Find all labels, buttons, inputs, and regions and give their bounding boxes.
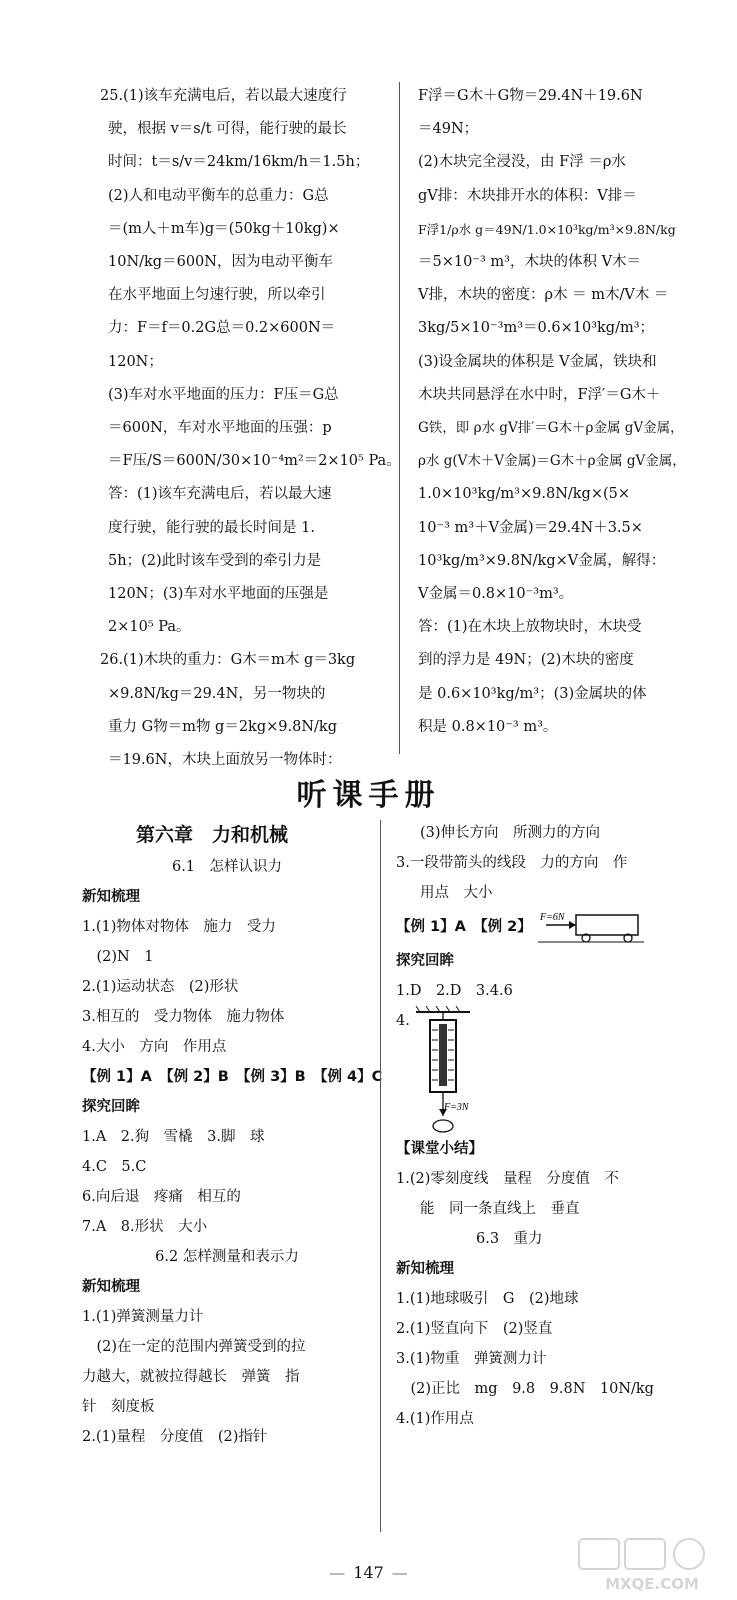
text-line: 2.(1)运动状态 (2)形状 <box>82 979 239 995</box>
top-left-column <box>100 80 401 777</box>
section-heading: 6.3 重力 <box>476 1231 543 1247</box>
text-line: (2)在一定的范围内弹簧受到的拉 <box>82 1339 306 1355</box>
text-line: 3kg/5×10⁻³m³＝0.6×10³kg/m³； <box>418 320 655 337</box>
text-line: 力越大，就被拉得越长 弹簧 指 <box>82 1369 300 1385</box>
text-line: 3.相互的 受力物体 施力物体 <box>82 1009 285 1025</box>
subheading: 【课堂小结】 <box>396 1141 483 1157</box>
text-line: 3.一段带箭头的线段 力的方向 作 <box>396 855 628 871</box>
subheading: 探究回眸 <box>82 1099 140 1115</box>
subheading: 【例 1】A 【例 2】B 【例 3】B 【例 4】C <box>82 1069 383 1085</box>
text-line: 2×10⁵ Pa。 <box>108 619 191 636</box>
text-line: 重力 G物＝m物 g＝2kg×9.8N/kg <box>108 718 337 735</box>
text-line: (2)正比 mg 9.8 9.8N 10N/kg <box>396 1381 654 1397</box>
text-line: F浮1/ρ水 g＝49N/1.0×10³kg/m³×9.8N/kg <box>418 221 676 237</box>
text-line: gV排：木块排开水的体积：V排＝ <box>418 187 637 204</box>
text-line: 120N；(3)车对水平地面的压强是 <box>108 586 329 603</box>
chapter-title: 第六章 力和机械 <box>135 824 288 846</box>
text-line: ＝19.6N，木块上面放另一物体时： <box>108 752 342 769</box>
text-line: ρ水 g(V木＋V金属)＝G木＋ρ金属 gV金属， <box>418 453 686 470</box>
text-line: ×9.8N/kg＝29.4N，另一物块的 <box>108 685 326 702</box>
column-divider <box>399 82 400 754</box>
text-line: 6.向后退 疼痛 相互的 <box>82 1189 241 1205</box>
page-number: — 147 — <box>329 1563 408 1582</box>
text-line: 1.0×10³kg/m³×9.8N/kg×(5× <box>418 486 631 503</box>
text-line: 1.(1)地球吸引 G (2)地球 <box>396 1291 579 1307</box>
text-line: (2)N 1 <box>82 949 154 965</box>
text-line: 120N； <box>108 353 163 370</box>
text-line: 答：(1)在木块上放物块时，木块受 <box>418 619 642 636</box>
text-line: G铁，即 ρ水 gV排′＝G木＋ρ金属 gV金属， <box>418 420 684 437</box>
text-line: 2.(1)竖直向下 (2)竖直 <box>396 1321 553 1337</box>
text-line: 1.A 2.狗 雪橇 3.脚 球 <box>82 1129 265 1145</box>
text-line: 度行驶，能行驶的最长时间是 1. <box>108 519 315 536</box>
page-number-value: 147 <box>353 1563 384 1582</box>
text-line: (3)伸长方向 所测力的方向 <box>420 825 601 841</box>
text-line: 针 刻度板 <box>82 1399 155 1415</box>
question-number: 4. <box>396 1013 410 1029</box>
text-line: V排，木块的密度：ρ木 ＝ m木/V木 ＝ <box>418 287 669 304</box>
text-line: 3.(1)物重 弹簧测力计 <box>396 1351 547 1367</box>
text-line: 1.(2)零刻度线 量程 分度值 不 <box>396 1171 619 1187</box>
text-line: 力：F＝f＝0.2G总＝0.2×600N＝ <box>108 320 336 337</box>
section-heading: 6.2 怎样测量和表示力 <box>155 1249 299 1265</box>
text-line: 26.(1)木块的重力：G木＝m木 g＝3kg <box>100 652 356 669</box>
text-line: 10N/kg＝600N，因为电动平衡车 <box>108 254 333 271</box>
fig1-force-label: F=6N <box>540 912 565 923</box>
text-line: 4.(1)作用点 <box>396 1411 474 1427</box>
text-line: (2)木块完全浸没，由 F浮 ＝ρ水 <box>418 154 626 171</box>
text-line: ＝5×10⁻³ m³，木块的体积 V木＝ <box>418 254 642 271</box>
text-line: 用点 大小 <box>420 885 493 901</box>
text-line: 2.(1)量程 分度值 (2)指针 <box>82 1429 268 1445</box>
text-line: (3)设金属块的体积是 V金属，铁块和 <box>418 353 657 370</box>
text-line: 积是 0.8×10⁻³ m³。 <box>418 718 558 735</box>
text-line: 能 同一条直线上 垂直 <box>420 1201 580 1217</box>
top-right-column <box>418 80 723 744</box>
text-line: V金属＝0.8×10⁻³m³。 <box>418 586 574 603</box>
bottom-left-column <box>82 818 383 1452</box>
text-line: 木块共同悬浮在水中时，F浮′＝G木＋ <box>418 386 661 403</box>
text-line: ＝49N； <box>418 121 479 138</box>
text-line: 到的浮力是 49N；(2)木块的密度 <box>418 652 634 669</box>
subheading: 新知梳理 <box>396 1261 454 1277</box>
text-line: 10³kg/m³×9.8N/kg×V金属，解得： <box>418 552 666 569</box>
cart-force-figure <box>536 909 646 945</box>
text-line: 5h；(2)此时该车受到的牵引力是 <box>108 552 322 569</box>
text-line: 4.大小 方向 作用点 <box>82 1039 227 1055</box>
text-line: (2)人和电动平衡车的总重力：G总 <box>108 187 329 204</box>
subheading: 新知梳理 <box>82 1279 140 1295</box>
text-line: 答：(1)该车充满电后，若以最大速 <box>108 486 332 503</box>
text-line: ＝600N，车对水平地面的压强：p <box>108 420 332 437</box>
watermark-logo <box>577 1537 727 1592</box>
text-line: 在水平地面上匀速行驶，所以牵引 <box>108 287 326 304</box>
subheading: 探究回眸 <box>396 953 454 969</box>
example-label: 【例 1】A 【例 2】 <box>396 919 532 935</box>
watermark-text: MXQE.COM <box>605 1575 699 1592</box>
text-line: 1.D 2.D 3.4.6 <box>396 983 513 999</box>
text-line: ＝(m人＋m车)g＝(50kg＋10kg)× <box>108 220 340 237</box>
text-line: 10⁻³ m³＋V金属)＝29.4N＋3.5× <box>418 519 643 536</box>
text-line: 是 0.6×10³kg/m³；(3)金属块的体 <box>418 685 647 702</box>
spring-scale-row <box>396 1006 716 1134</box>
bottom-right-column <box>396 818 716 1434</box>
example-line <box>396 908 716 946</box>
text-line: 1.(1)物体对物体 施力 受力 <box>82 919 276 935</box>
text-line: 驶，根据 v＝s/t 可得，能行驶的最长 <box>108 121 347 138</box>
bottom-left-lines <box>82 852 383 1452</box>
subheading: 新知梳理 <box>82 889 140 905</box>
text-line: 7.A 8.形状 大小 <box>82 1219 208 1235</box>
text-line: F浮＝G木＋G物＝29.4N＋19.6N <box>418 88 643 104</box>
section-title: 听课手册 <box>296 778 441 813</box>
text-line: 25.(1)该车充满电后，若以最大速度行 <box>100 88 347 104</box>
text-line: 1.(1)弹簧测量力计 <box>82 1309 204 1325</box>
section-heading: 6.1 怎样认识力 <box>171 859 283 875</box>
column-divider <box>380 820 381 1532</box>
text-line: 时间：t＝s/v＝24km/16km/h＝1.5h； <box>108 154 370 171</box>
text-line: (3)车对水平地面的压力：F压＝G总 <box>108 386 339 403</box>
text-line: 4.C 5.C <box>82 1159 147 1175</box>
text-line: ＝F压/S＝600N/30×10⁻⁴m²＝2×10⁵ Pa。 <box>108 453 401 470</box>
fig2-force-label: F=3N <box>444 1102 469 1113</box>
spring-scale-figure <box>410 1006 500 1134</box>
